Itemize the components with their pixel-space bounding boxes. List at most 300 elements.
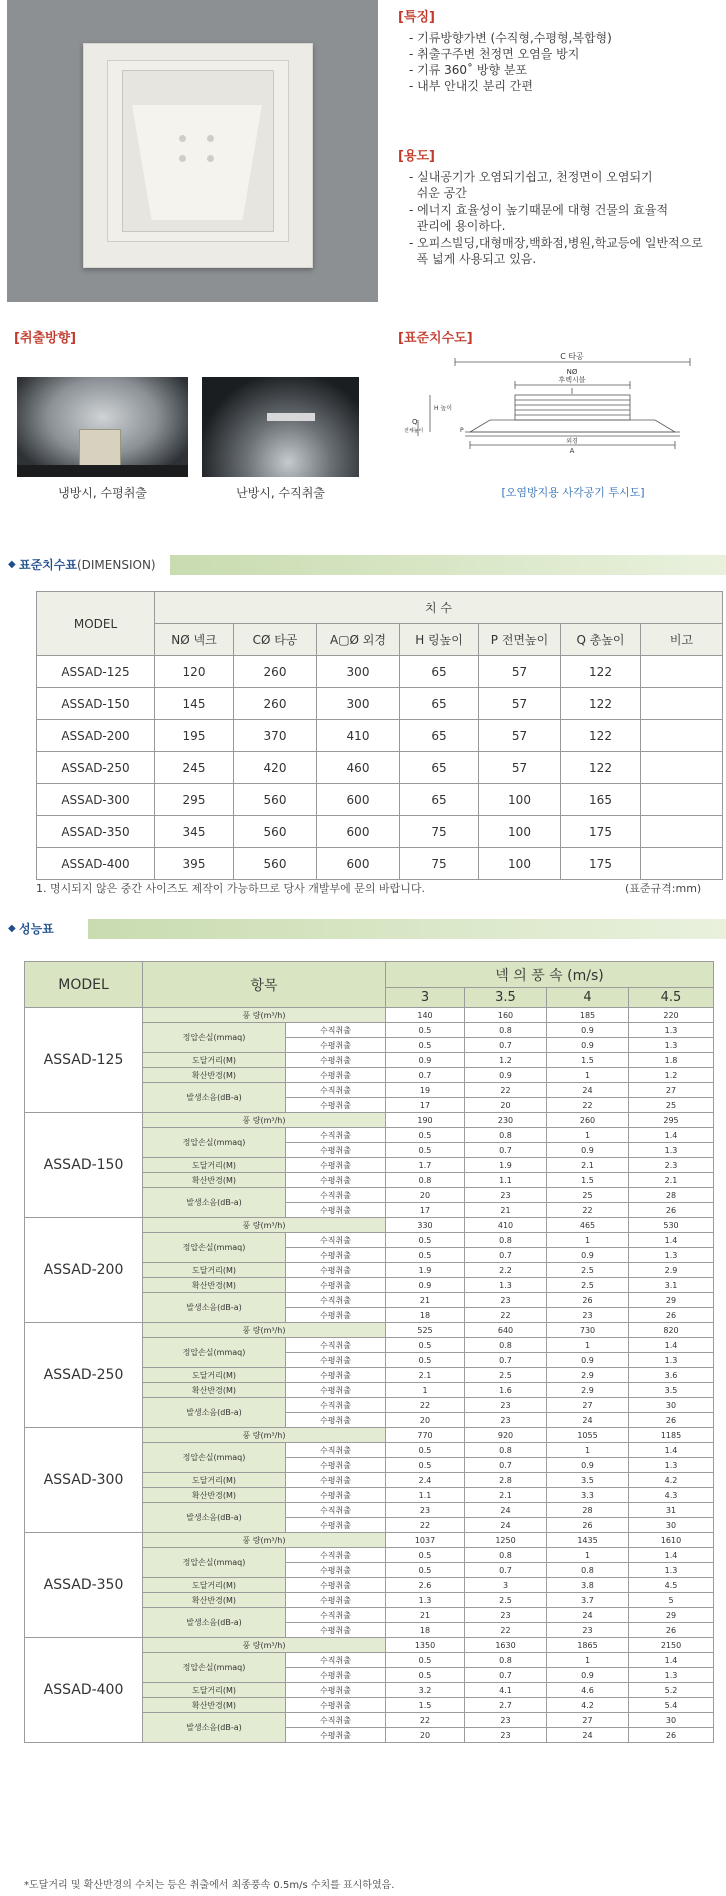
- perf-value-cell: 1.3: [629, 1668, 714, 1683]
- dimension-value-cell: [641, 688, 723, 720]
- dimension-model-cell: ASSAD-400: [37, 848, 155, 880]
- perf-sub-cell: 수평취출: [286, 1143, 386, 1158]
- perf-value-cell: 1.3: [465, 1278, 547, 1293]
- perf-row: [25, 1218, 714, 1233]
- perf-label-cell: 정압손실(mmaq): [143, 1128, 286, 1158]
- perf-value-cell: 2.5: [465, 1593, 547, 1608]
- dim-label-c: C 타공: [560, 352, 584, 361]
- perf-value-cell: 24: [465, 1503, 547, 1518]
- perf-value-cell: 0.9: [547, 1143, 629, 1158]
- perf-label-cell: 풍 량(m³/h): [143, 1533, 386, 1548]
- perf-label-cell: 풍 량(m³/h): [143, 1638, 386, 1653]
- perf-value-cell: 0.5: [386, 1668, 465, 1683]
- perf-value-cell: 1.4: [629, 1548, 714, 1563]
- perf-value-cell: 0.5: [386, 1458, 465, 1473]
- perf-model-cell: ASSAD-400: [25, 1638, 143, 1743]
- usage-item: 관리에 용이하다.: [409, 219, 506, 233]
- perf-value-cell: 0.9: [386, 1278, 465, 1293]
- perf-value-cell: 1.5: [547, 1173, 629, 1188]
- standard-title: [표준치수도]: [398, 331, 473, 346]
- perf-value-cell: 410: [465, 1218, 547, 1233]
- perf-sub-cell: 수평취출: [286, 1593, 386, 1608]
- dimension-value-cell: 175: [561, 848, 641, 880]
- dimension-value-cell: 75: [400, 848, 479, 880]
- perf-value-cell: 0.8: [386, 1173, 465, 1188]
- perf-value-cell: 22: [386, 1518, 465, 1533]
- perf-value-cell: 1.4: [629, 1653, 714, 1668]
- perf-value-cell: 3.5: [629, 1383, 714, 1398]
- perf-value-cell: 2.5: [547, 1263, 629, 1278]
- perf-sub-cell: 수직취출: [286, 1338, 386, 1353]
- perf-value-cell: 0.8: [465, 1023, 547, 1038]
- perf-value-cell: 26: [629, 1308, 714, 1323]
- perf-value-cell: 1.6: [465, 1383, 547, 1398]
- perf-value-cell: 31: [629, 1503, 714, 1518]
- perf-label-cell: 도달거리(M): [143, 1578, 286, 1593]
- perf-value-cell: 0.5: [386, 1653, 465, 1668]
- feature-item: - 기류방향가변 (수직형,수평형,복합형): [409, 31, 612, 45]
- dimension-model-cell: ASSAD-150: [37, 688, 155, 720]
- perf-value-cell: 1: [547, 1068, 629, 1083]
- performance-footnote: *도달거리 및 확산반경의 수치는 등은 취출에서 최종풍속 0.5m/s 수치를 표시하였음.: [24, 1880, 395, 1891]
- perf-value-cell: 18: [386, 1623, 465, 1638]
- perf-sub-cell: 수직취출: [286, 1443, 386, 1458]
- dimension-value-cell: 57: [479, 688, 561, 720]
- perf-value-cell: 2.1: [465, 1488, 547, 1503]
- dimension-value-cell: 57: [479, 720, 561, 752]
- perf-speed-header: 넥 의 풍 속 (m/s): [386, 962, 714, 988]
- perf-label-cell: 정압손실(mmaq): [143, 1233, 286, 1263]
- perf-value-cell: 26: [629, 1728, 714, 1743]
- perf-row: [25, 1638, 714, 1653]
- perf-label-cell: 확산반경(M): [143, 1698, 286, 1713]
- perf-value-cell: 0.8: [465, 1443, 547, 1458]
- dimension-value-cell: [641, 752, 723, 784]
- dimension-value-cell: 100: [479, 816, 561, 848]
- perf-value-cell: 3.5: [547, 1473, 629, 1488]
- speed-header: 4.5: [629, 988, 714, 1008]
- perf-value-cell: 3.2: [386, 1683, 465, 1698]
- dimension-value-cell: 100: [479, 784, 561, 816]
- dim-label-q2: 전체높이: [404, 428, 424, 434]
- perf-model-header: MODEL: [25, 962, 143, 1008]
- dimension-value-cell: 122: [561, 720, 641, 752]
- perf-value-cell: 920: [465, 1428, 547, 1443]
- perf-value-cell: 4.2: [547, 1698, 629, 1713]
- diamond-icon: ◆: [8, 923, 16, 934]
- dimension-value-cell: 560: [234, 784, 317, 816]
- perf-sub-cell: 수평취출: [286, 1518, 386, 1533]
- dimension-value-cell: 370: [234, 720, 317, 752]
- perf-model-cell: ASSAD-125: [25, 1008, 143, 1113]
- usage-item: - 에너지 효율성이 높기때문에 대형 건물의 효율적: [409, 203, 669, 217]
- col-header: CØ 타공: [234, 624, 317, 656]
- perf-row: [25, 1113, 714, 1128]
- perf-value-cell: 0.5: [386, 1233, 465, 1248]
- feature-item: - 취출구주변 천정면 오염을 방지: [409, 47, 580, 61]
- perf-sub-cell: 수평취출: [286, 1728, 386, 1743]
- perf-value-cell: 3.3: [547, 1488, 629, 1503]
- perf-label-cell: 발생소음(dB-a): [143, 1293, 286, 1323]
- dimension-value-cell: 122: [561, 688, 641, 720]
- perf-value-cell: 0.9: [547, 1023, 629, 1038]
- dimension-value-cell: [641, 784, 723, 816]
- perf-value-cell: 1.3: [629, 1248, 714, 1263]
- perf-value-cell: 27: [547, 1713, 629, 1728]
- perf-value-cell: 20: [465, 1098, 547, 1113]
- dimension-header-row: [37, 592, 723, 624]
- perf-model-cell: ASSAD-200: [25, 1218, 143, 1323]
- perf-sub-cell: 수평취출: [286, 1278, 386, 1293]
- perf-value-cell: 0.8: [465, 1128, 547, 1143]
- perf-label-cell: 정압손실(mmaq): [143, 1548, 286, 1578]
- perf-value-cell: 0.9: [547, 1038, 629, 1053]
- perf-value-cell: 770: [386, 1428, 465, 1443]
- perf-sub-cell: 수평취출: [286, 1098, 386, 1113]
- perf-value-cell: 21: [386, 1608, 465, 1623]
- perf-value-cell: 30: [629, 1713, 714, 1728]
- perf-value-cell: 21: [465, 1203, 547, 1218]
- perf-sub-cell: 수직취출: [286, 1233, 386, 1248]
- dimension-unit: (표준규격:mm): [625, 882, 702, 895]
- perf-value-cell: 2.5: [465, 1368, 547, 1383]
- perf-value-cell: 0.7: [465, 1458, 547, 1473]
- performance-table: [24, 961, 714, 1743]
- perf-value-cell: 2.3: [629, 1158, 714, 1173]
- perf-label-cell: 도달거리(M): [143, 1053, 286, 1068]
- usage-item: - 오피스빌딩,대형매장,백화점,병원,학교등에 일반적으로: [409, 236, 703, 250]
- perf-sub-cell: 수직취출: [286, 1608, 386, 1623]
- perf-sub-cell: 수직취출: [286, 1128, 386, 1143]
- perf-sub-cell: 수평취출: [286, 1038, 386, 1053]
- perf-value-cell: 1.1: [386, 1488, 465, 1503]
- perf-label-cell: 발생소음(dB-a): [143, 1713, 286, 1743]
- perf-value-cell: 23: [465, 1713, 547, 1728]
- perf-value-cell: 17: [386, 1203, 465, 1218]
- dimension-value-cell: 410: [317, 720, 400, 752]
- perf-value-cell: 0.7: [465, 1143, 547, 1158]
- perf-value-cell: 26: [629, 1623, 714, 1638]
- features-title: [특징]: [398, 10, 435, 25]
- perf-value-cell: 17: [386, 1098, 465, 1113]
- perf-label-cell: 확산반경(M): [143, 1383, 286, 1398]
- perf-item-header: 항목: [143, 962, 386, 1008]
- perf-label-cell: 발생소음(dB-a): [143, 1188, 286, 1218]
- dimension-value-cell: 300: [317, 656, 400, 688]
- perf-value-cell: 4.2: [629, 1473, 714, 1488]
- perf-value-cell: 0.5: [386, 1548, 465, 1563]
- dimension-value-cell: 122: [561, 656, 641, 688]
- perf-value-cell: 0.9: [547, 1668, 629, 1683]
- perf-value-cell: 0.7: [465, 1353, 547, 1368]
- perf-sub-cell: 수평취출: [286, 1668, 386, 1683]
- perf-value-cell: 23: [465, 1293, 547, 1308]
- perf-label-cell: 도달거리(M): [143, 1368, 286, 1383]
- dimension-value-cell: 300: [317, 688, 400, 720]
- col-header: P 전면높이: [479, 624, 561, 656]
- perf-value-cell: 22: [386, 1398, 465, 1413]
- perf-value-cell: 2.1: [629, 1173, 714, 1188]
- dimension-value-cell: 600: [317, 848, 400, 880]
- ceiling-vent: [267, 413, 315, 421]
- perf-value-cell: 5: [629, 1593, 714, 1608]
- perf-value-cell: 0.5: [386, 1563, 465, 1578]
- perf-value-cell: 530: [629, 1218, 714, 1233]
- perf-sub-cell: 수평취출: [286, 1353, 386, 1368]
- perf-sub-cell: 수평취출: [286, 1683, 386, 1698]
- perf-value-cell: 1: [547, 1128, 629, 1143]
- dimension-table: [36, 591, 723, 880]
- dimension-model-cell: ASSAD-300: [37, 784, 155, 816]
- perf-value-cell: 2.9: [629, 1263, 714, 1278]
- dimension-value-cell: 145: [155, 688, 234, 720]
- perf-label-cell: 정압손실(mmaq): [143, 1023, 286, 1053]
- perf-value-cell: 24: [465, 1518, 547, 1533]
- perf-row: [25, 1008, 714, 1023]
- perf-value-cell: 0.5: [386, 1248, 465, 1263]
- perf-value-cell: 2.9: [547, 1368, 629, 1383]
- dimension-row: [37, 688, 723, 720]
- feature-item: - 기류 360˚ 방향 분포: [409, 63, 528, 77]
- perf-value-cell: 260: [547, 1113, 629, 1128]
- perf-value-cell: 26: [629, 1413, 714, 1428]
- perf-value-cell: 295: [629, 1113, 714, 1128]
- dimension-value-cell: 65: [400, 688, 479, 720]
- perf-model-cell: ASSAD-300: [25, 1428, 143, 1533]
- usage-item: 폭 넓게 사용되고 있음.: [409, 252, 537, 266]
- perf-value-cell: 0.9: [465, 1068, 547, 1083]
- perf-label-cell: 정압손실(mmaq): [143, 1338, 286, 1368]
- perf-value-cell: 20: [386, 1188, 465, 1203]
- heating-airflow-photo: [202, 377, 359, 477]
- perf-value-cell: 0.7: [386, 1068, 465, 1083]
- perf-row: [25, 1323, 714, 1338]
- perf-value-cell: 2.8: [465, 1473, 547, 1488]
- perf-value-cell: 1.7: [386, 1158, 465, 1173]
- performance-body: [25, 1008, 714, 1743]
- perf-value-cell: 2.1: [386, 1368, 465, 1383]
- diamond-icon: ◆: [8, 559, 16, 570]
- perf-value-cell: 4.3: [629, 1488, 714, 1503]
- perf-value-cell: 27: [629, 1083, 714, 1098]
- perf-value-cell: 1055: [547, 1428, 629, 1443]
- perf-value-cell: 140: [386, 1008, 465, 1023]
- perf-value-cell: 2.2: [465, 1263, 547, 1278]
- perf-value-cell: 23: [465, 1398, 547, 1413]
- perf-value-cell: 1630: [465, 1638, 547, 1653]
- perf-value-cell: 0.8: [465, 1548, 547, 1563]
- perf-value-cell: 1.2: [629, 1068, 714, 1083]
- perf-value-cell: 185: [547, 1008, 629, 1023]
- dimension-row: [37, 752, 723, 784]
- dimension-row: [37, 848, 723, 880]
- perf-value-cell: 160: [465, 1008, 547, 1023]
- perf-value-cell: 1.5: [386, 1698, 465, 1713]
- dimension-model-cell: ASSAD-350: [37, 816, 155, 848]
- dimension-heading: 표준치수표(DIMENSION): [19, 558, 156, 572]
- perf-value-cell: 330: [386, 1218, 465, 1233]
- usage-item: 쉬운 공간: [409, 186, 467, 200]
- perf-sub-cell: 수평취출: [286, 1203, 386, 1218]
- perf-value-cell: 1.4: [629, 1128, 714, 1143]
- dimension-value-cell: 75: [400, 816, 479, 848]
- perf-label-cell: 정압손실(mmaq): [143, 1443, 286, 1473]
- dimension-value-cell: [641, 720, 723, 752]
- perf-label-cell: 풍 량(m³/h): [143, 1428, 386, 1443]
- dimension-value-cell: [641, 656, 723, 688]
- dimension-value-cell: [641, 816, 723, 848]
- perf-model-cell: ASSAD-350: [25, 1533, 143, 1638]
- perf-value-cell: 24: [547, 1083, 629, 1098]
- perf-value-cell: 4.5: [629, 1578, 714, 1593]
- perf-value-cell: 23: [465, 1413, 547, 1428]
- dimension-value-cell: 175: [561, 816, 641, 848]
- perf-value-cell: 0.5: [386, 1038, 465, 1053]
- perf-sub-cell: 수평취출: [286, 1458, 386, 1473]
- dimension-row: [37, 784, 723, 816]
- dimension-value-cell: 65: [400, 784, 479, 816]
- perf-label-cell: 풍 량(m³/h): [143, 1008, 386, 1023]
- perf-value-cell: 25: [547, 1188, 629, 1203]
- perf-sub-cell: 수직취출: [286, 1503, 386, 1518]
- perf-sub-cell: 수직취출: [286, 1398, 386, 1413]
- perf-sub-cell: 수평취출: [286, 1413, 386, 1428]
- perf-value-cell: 0.5: [386, 1353, 465, 1368]
- dimension-value-cell: 560: [234, 848, 317, 880]
- perf-sub-cell: 수평취출: [286, 1473, 386, 1488]
- perf-value-cell: 0.7: [465, 1248, 547, 1263]
- perf-value-cell: 1.3: [629, 1143, 714, 1158]
- speed-header: 3.5: [465, 988, 547, 1008]
- perf-value-cell: 1.5: [547, 1053, 629, 1068]
- perf-value-cell: 23: [465, 1728, 547, 1743]
- col-header: H 링높이: [400, 624, 479, 656]
- perf-value-cell: 1435: [547, 1533, 629, 1548]
- perf-sub-cell: 수평취출: [286, 1158, 386, 1173]
- model-header: MODEL: [37, 592, 155, 656]
- schematic-caption: [오염방지용 사각공기 투시도]: [501, 486, 645, 499]
- perf-value-cell: 1.2: [465, 1053, 547, 1068]
- speed-header: 4: [547, 988, 629, 1008]
- perf-value-cell: 4.6: [547, 1683, 629, 1698]
- perf-label-cell: 발생소음(dB-a): [143, 1398, 286, 1428]
- perf-value-cell: 525: [386, 1323, 465, 1338]
- usage-title: [용도]: [398, 149, 435, 164]
- perf-value-cell: 730: [547, 1323, 629, 1338]
- dimension-value-cell: 65: [400, 656, 479, 688]
- screw-dot: [179, 155, 186, 162]
- perf-value-cell: 0.8: [465, 1653, 547, 1668]
- col-header: Q 총높이: [561, 624, 641, 656]
- perf-label-cell: 확산반경(M): [143, 1488, 286, 1503]
- perf-value-cell: 0.5: [386, 1143, 465, 1158]
- perf-value-cell: 22: [547, 1203, 629, 1218]
- perf-value-cell: 1.3: [629, 1563, 714, 1578]
- col-header: A▢Ø 외경: [317, 624, 400, 656]
- perf-sub-cell: 수평취출: [286, 1068, 386, 1083]
- perf-label-cell: 도달거리(M): [143, 1683, 286, 1698]
- perf-sub-cell: 수평취출: [286, 1383, 386, 1398]
- perf-value-cell: 22: [465, 1083, 547, 1098]
- perf-label-cell: 풍 량(m³/h): [143, 1218, 386, 1233]
- performance-heading: 성능표: [19, 922, 54, 936]
- dimension-value-cell: 100: [479, 848, 561, 880]
- perf-value-cell: 0.8: [465, 1233, 547, 1248]
- perf-value-cell: 3: [465, 1578, 547, 1593]
- perf-value-cell: 1.3: [629, 1023, 714, 1038]
- perf-value-cell: 820: [629, 1323, 714, 1338]
- perf-value-cell: 3.1: [629, 1278, 714, 1293]
- dimension-note: 1. 명시되지 않은 중간 사이즈도 제작이 가능하므로 당사 개발부에 문의 바랍니다.: [36, 882, 425, 895]
- perf-sub-cell: 수평취출: [286, 1308, 386, 1323]
- perf-value-cell: 0.7: [465, 1038, 547, 1053]
- perf-value-cell: 3.8: [547, 1578, 629, 1593]
- perf-label-cell: 확산반경(M): [143, 1278, 286, 1293]
- usage-item: - 실내공기가 오염되기쉽고, 천정면이 오염되기: [409, 170, 653, 184]
- perf-value-cell: 220: [629, 1008, 714, 1023]
- perf-value-cell: 18: [386, 1308, 465, 1323]
- perf-value-cell: 22: [465, 1623, 547, 1638]
- perf-value-cell: 0.8: [547, 1563, 629, 1578]
- perf-model-cell: ASSAD-250: [25, 1323, 143, 1428]
- perf-header-row: [25, 962, 714, 988]
- perf-value-cell: 27: [547, 1398, 629, 1413]
- perf-value-cell: 23: [465, 1188, 547, 1203]
- cooling-airflow-photo: [17, 377, 188, 477]
- dimension-value-cell: 120: [155, 656, 234, 688]
- dimension-value-cell: 295: [155, 784, 234, 816]
- perf-value-cell: 465: [547, 1218, 629, 1233]
- perf-value-cell: 1.3: [386, 1593, 465, 1608]
- perf-label-cell: 확산반경(M): [143, 1068, 286, 1083]
- dim-label-a: A: [569, 447, 575, 455]
- perf-value-cell: 190: [386, 1113, 465, 1128]
- feature-item: - 내부 안내깃 분리 간편: [409, 79, 533, 93]
- col-header: NØ 넥크: [155, 624, 234, 656]
- perf-value-cell: 1.3: [629, 1038, 714, 1053]
- perf-row: [25, 1428, 714, 1443]
- dimension-row: [37, 816, 723, 848]
- perf-sub-cell: 수직취출: [286, 1293, 386, 1308]
- perf-label-cell: 도달거리(M): [143, 1473, 286, 1488]
- perf-value-cell: 28: [629, 1188, 714, 1203]
- screw-dot: [207, 135, 214, 142]
- perf-value-cell: 2.1: [547, 1158, 629, 1173]
- perf-value-cell: 2.7: [465, 1698, 547, 1713]
- perf-value-cell: 1350: [386, 1638, 465, 1653]
- perf-value-cell: 1610: [629, 1533, 714, 1548]
- perf-value-cell: 20: [386, 1728, 465, 1743]
- perf-value-cell: 1: [547, 1653, 629, 1668]
- perf-sub-cell: 수직취출: [286, 1653, 386, 1668]
- perf-value-cell: 24: [547, 1413, 629, 1428]
- perf-value-cell: 1.4: [629, 1338, 714, 1353]
- dimension-value-cell: 195: [155, 720, 234, 752]
- dimension-value-cell: 395: [155, 848, 234, 880]
- perf-sub-cell: 수평취출: [286, 1263, 386, 1278]
- perf-value-cell: 2.4: [386, 1473, 465, 1488]
- perf-value-cell: 23: [547, 1623, 629, 1638]
- perf-value-cell: 0.5: [386, 1023, 465, 1038]
- dimension-value-cell: 560: [234, 816, 317, 848]
- perf-value-cell: 24: [547, 1608, 629, 1623]
- perf-value-cell: 0.8: [465, 1338, 547, 1353]
- dims-group-header: 치 수: [155, 592, 723, 624]
- perf-sub-cell: 수직취출: [286, 1023, 386, 1038]
- perf-value-cell: 0.9: [547, 1353, 629, 1368]
- perf-value-cell: 1: [547, 1233, 629, 1248]
- perf-sub-cell: 수평취출: [286, 1248, 386, 1263]
